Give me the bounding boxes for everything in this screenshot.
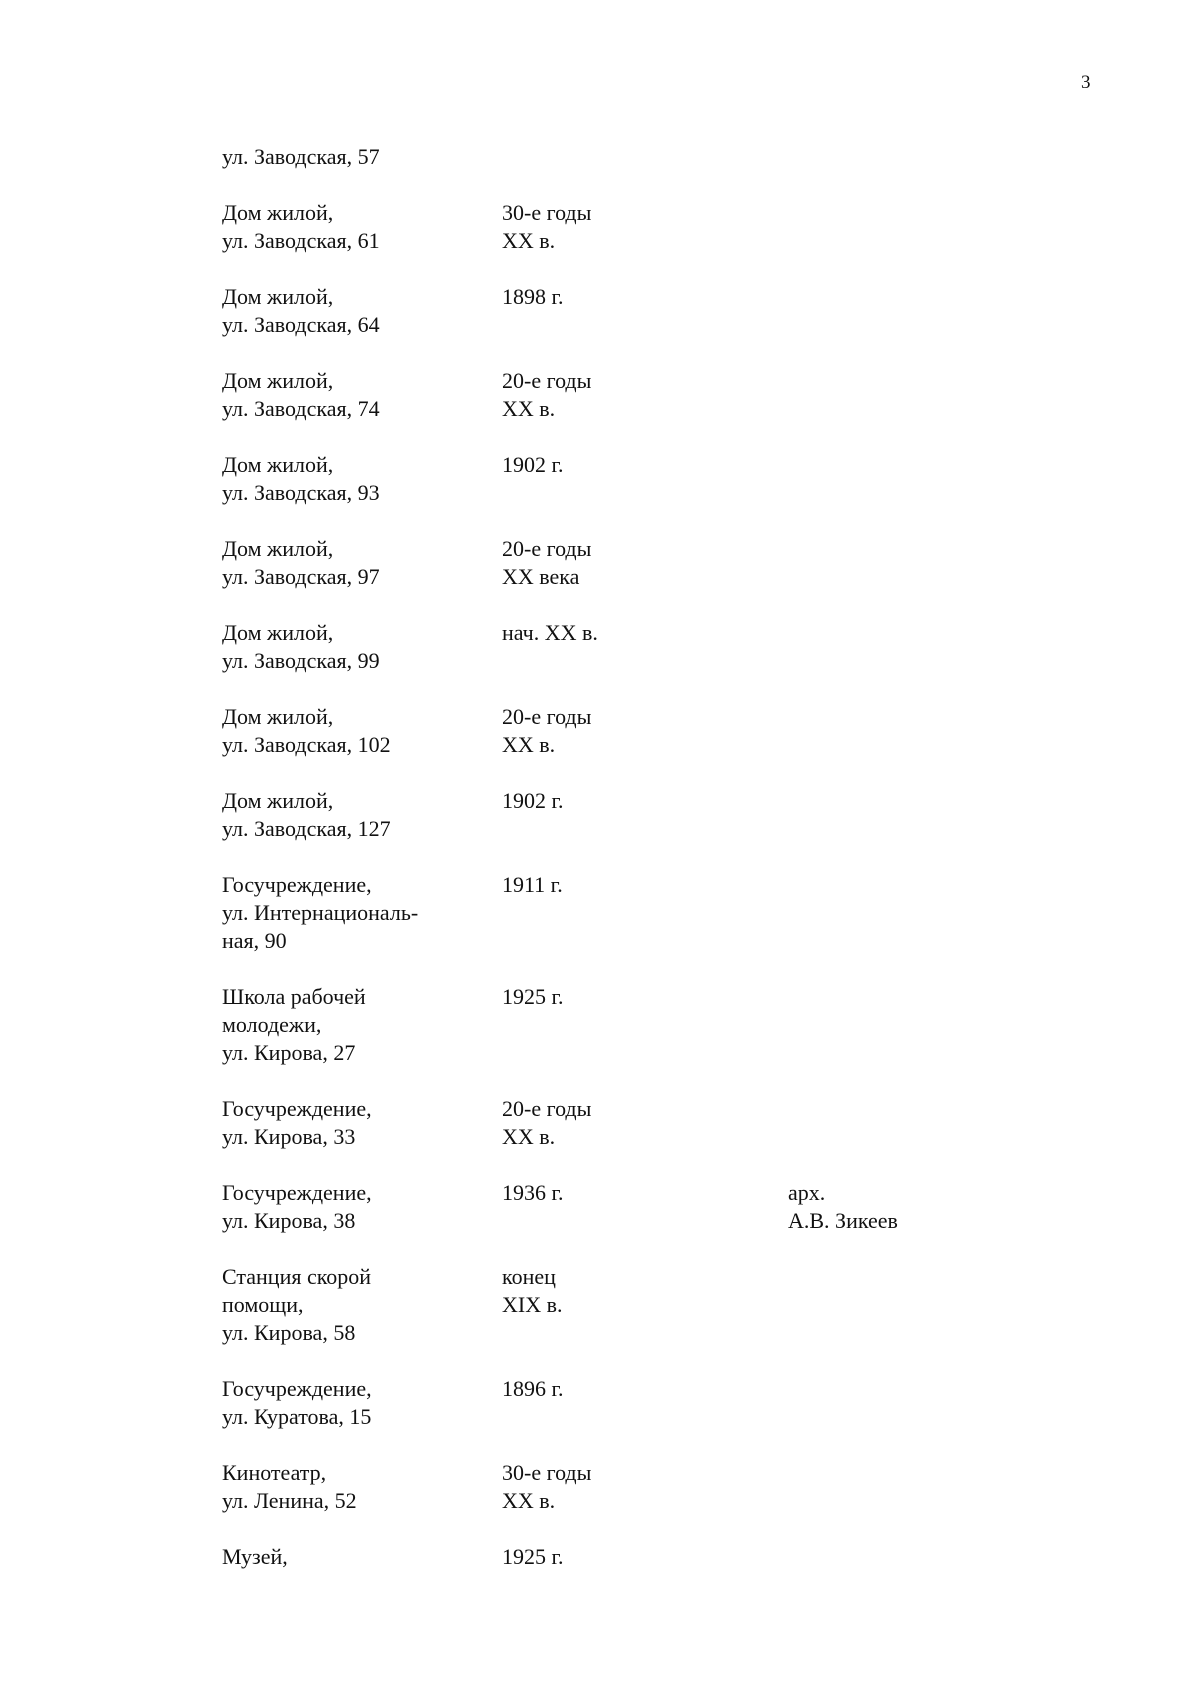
page-number: 3	[1081, 72, 1091, 93]
entry-author	[788, 871, 988, 955]
list-item	[222, 1095, 1102, 1151]
entry-date: 1896 г.	[502, 1376, 564, 1401]
entry-name: Станция скорой помощи, ул. Кирова, 58	[222, 1264, 372, 1345]
list-item	[222, 871, 1102, 955]
entry-date: 1925 г.	[502, 1544, 564, 1569]
entry-name: Дом жилой, ул. Заводская, 97	[222, 536, 380, 589]
list-item	[222, 619, 1102, 675]
list-item	[222, 199, 1102, 255]
entry-name: Дом жилой, ул. Заводская, 64	[222, 284, 380, 337]
entry-author	[788, 367, 988, 423]
entry-name: Музей,	[222, 1544, 288, 1569]
entry-date: нач. XX в.	[502, 620, 598, 645]
entry-author	[788, 143, 988, 171]
entry-name: Дом жилой, ул. Заводская, 127	[222, 788, 391, 841]
list-item	[222, 703, 1102, 759]
list-item	[222, 1459, 1102, 1515]
entry-date: 30-е годы XX в.	[502, 200, 592, 253]
entry-author	[788, 1459, 988, 1515]
entry-author	[788, 983, 988, 1067]
entry-author	[788, 535, 988, 591]
entry-date	[502, 143, 788, 171]
entry-author	[788, 1543, 988, 1571]
list-item	[222, 983, 1102, 1067]
entry-name: Дом жилой, ул. Заводская, 61	[222, 200, 380, 253]
entry-name: ул. Заводская, 57	[222, 144, 380, 169]
entry-author	[788, 703, 988, 759]
entry-name: Школа рабочей молодежи, ул. Кирова, 27	[222, 984, 366, 1065]
entry-name: Госучреждение, ул. Интернациональ- ная, 90	[222, 872, 419, 953]
entry-author	[788, 619, 988, 675]
entry-name: Кинотеатр, ул. Ленина, 52	[222, 1460, 357, 1513]
entry-name: Госучреждение, ул. Куратова, 15	[222, 1376, 372, 1429]
entry-name: Госучреждение, ул. Кирова, 33	[222, 1096, 372, 1149]
entry-author	[788, 283, 988, 339]
entry-name: Дом жилой, ул. Заводская, 102	[222, 704, 391, 757]
entry-date: 1898 г.	[502, 284, 564, 309]
entry-date: 1936 г.	[502, 1180, 564, 1205]
list-item	[222, 367, 1102, 423]
list-item	[222, 1179, 1102, 1235]
monument-list	[222, 143, 1102, 1599]
list-item	[222, 451, 1102, 507]
entry-date: 20-е годы XX в.	[502, 704, 592, 757]
entry-author	[788, 1375, 988, 1431]
entry-date: 1911 г.	[502, 872, 563, 897]
list-item	[222, 1263, 1102, 1347]
entry-name: Дом жилой, ул. Заводская, 74	[222, 368, 380, 421]
entry-author	[788, 1095, 988, 1151]
entry-date: 1902 г.	[502, 452, 564, 477]
entry-name: Госучреждение, ул. Кирова, 38	[222, 1180, 372, 1233]
entry-date: 20-е годы XX в.	[502, 1096, 592, 1149]
entry-date: 20-е годы XX века	[502, 536, 592, 589]
entry-date: 1902 г.	[502, 788, 564, 813]
entry-date: 30-е годы XX в.	[502, 1460, 592, 1513]
list-item	[222, 1543, 1102, 1571]
entry-author	[788, 451, 988, 507]
entry-author: арх. А.В. Зикеев	[788, 1180, 898, 1233]
entry-author	[788, 1263, 988, 1347]
entry-author	[788, 199, 988, 255]
list-item	[222, 143, 1102, 171]
entry-author	[788, 787, 988, 843]
list-item	[222, 283, 1102, 339]
list-item	[222, 1375, 1102, 1431]
entry-date: конец XIX в.	[502, 1264, 563, 1317]
list-item	[222, 535, 1102, 591]
entry-name: Дом жилой, ул. Заводская, 99	[222, 620, 380, 673]
list-item	[222, 787, 1102, 843]
entry-name: Дом жилой, ул. Заводская, 93	[222, 452, 380, 505]
entry-date: 1925 г.	[502, 984, 564, 1009]
entry-date: 20-е годы XX в.	[502, 368, 592, 421]
